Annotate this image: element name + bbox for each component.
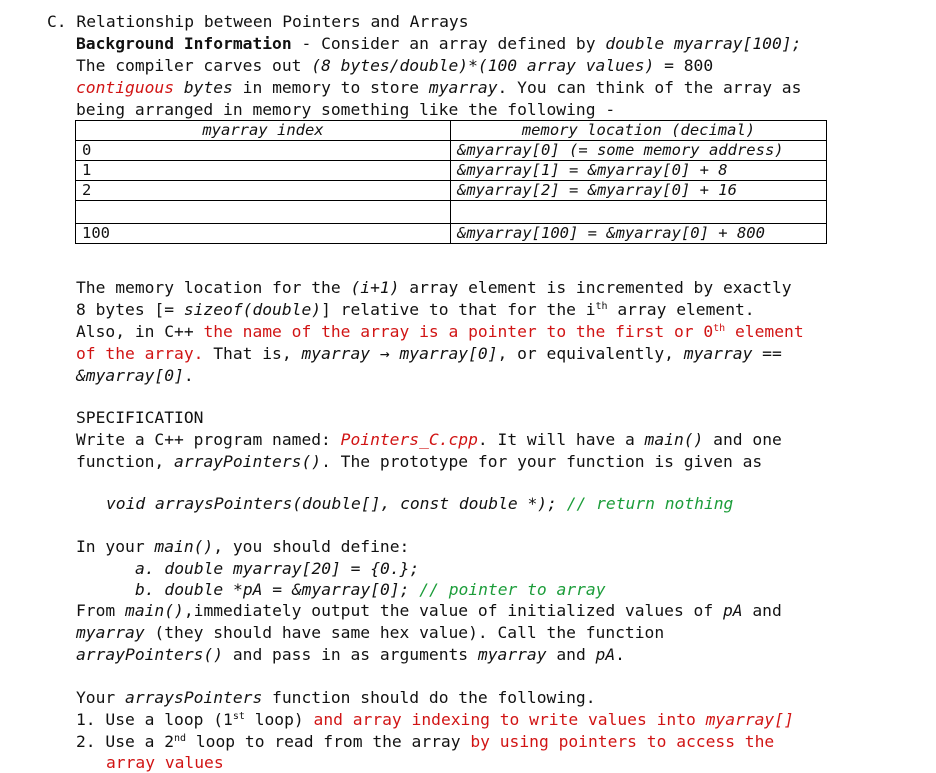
table-row: [76, 181, 827, 201]
main-line-3: [76, 623, 664, 643]
table-row: [76, 224, 827, 244]
highlight-text: element: [725, 322, 804, 341]
background-line-2: [76, 56, 713, 76]
text: . The prototype for your function is given as: [321, 452, 763, 471]
highlight-code: myarray[]: [705, 710, 794, 729]
superscript: th: [713, 323, 726, 334]
spec-title: SPECIFICATION: [76, 408, 204, 427]
table-row: [76, 141, 827, 161]
table-gap-cell: [76, 201, 451, 224]
text: loop to read from the array: [186, 732, 471, 751]
text: in memory to store: [232, 78, 429, 97]
superscript: th: [595, 301, 608, 312]
text: and one: [703, 430, 782, 449]
para-line-3: [76, 322, 804, 342]
text: function,: [76, 452, 175, 471]
text: The memory location for the: [76, 278, 351, 297]
background-line-1: [76, 34, 801, 54]
code-text: pA: [595, 645, 616, 664]
spec-line-2: [76, 452, 762, 472]
superscript: st: [232, 711, 245, 722]
text: and pass in as arguments: [223, 645, 478, 664]
code-text: myarray → myarray[0]: [301, 344, 498, 363]
code-text: void arraysPointers(double[], const double *);: [106, 494, 557, 513]
para-line-1: [76, 278, 792, 298]
list-item-1: [76, 710, 794, 730]
main-def-a: a. double myarray[20] = {0.};: [135, 559, 420, 578]
code-text: myarray: [428, 78, 498, 97]
table-header-row: [76, 121, 827, 141]
memory-table: [75, 120, 827, 244]
text: ,immediately output the value of initialized values of: [183, 601, 723, 620]
text: function should do the following.: [262, 688, 596, 707]
code-comment: // return nothing: [566, 494, 734, 513]
table-cell: 1: [76, 161, 451, 181]
background-line-4: being arranged in memory something like the following -: [76, 100, 616, 119]
code-text: (i+1): [350, 278, 400, 297]
highlight-text: contiguous: [76, 78, 175, 97]
highlight-text: of the array.: [76, 344, 204, 363]
code-text: main(): [125, 601, 184, 620]
list-item-2: [76, 732, 774, 752]
text: . You can think of the array as: [497, 78, 802, 97]
text: array element is incremented by exactly: [399, 278, 792, 297]
table-cell: &myarray[1] = &myarray[0] + 8: [451, 161, 827, 181]
code-comment: // pointer to array: [419, 580, 606, 599]
text: Your: [76, 688, 126, 707]
code-text: myarray: [76, 623, 145, 642]
main-line-1: [76, 537, 409, 557]
text: , you should define:: [213, 537, 410, 556]
code-text: sizeof(double): [183, 300, 322, 319]
text: From: [76, 601, 126, 620]
text: and: [546, 645, 596, 664]
text: .: [615, 645, 625, 664]
text: The compiler carves out: [76, 56, 312, 75]
main-line-2: [76, 601, 782, 621]
text: Also, in C++: [76, 322, 204, 341]
code-text: double myarray[100];: [605, 34, 802, 53]
highlight-text: the name of the array is a pointer to the first or 0: [203, 322, 714, 341]
code-text: myarray: [477, 645, 547, 664]
code-text: arrayPointers(): [174, 452, 322, 471]
text: ] relative to that for the i: [321, 300, 596, 319]
text: 1. Use a loop (1: [76, 710, 233, 729]
table-header: myarray index: [76, 121, 451, 141]
code-text: myarray ==: [683, 344, 782, 363]
list-item-2-cont: array values: [106, 753, 224, 772]
table-cell: &myarray[0] (= some memory address): [451, 141, 827, 161]
text: 2. Use a 2: [76, 732, 175, 751]
table-cell: 100: [76, 224, 451, 244]
main-def-b: [135, 580, 606, 600]
code-text: main(): [154, 537, 214, 556]
section-title: C. Relationship between Pointers and Arrays: [47, 12, 469, 31]
text: , or equivalently,: [497, 344, 684, 363]
table-cell: &myarray[2] = &myarray[0] + 16: [451, 181, 827, 201]
code-text: b. double *pA = &myarray[0];: [135, 580, 410, 599]
table-cell: 0: [76, 141, 451, 161]
text: . It will have a: [477, 430, 645, 449]
text: loop): [244, 710, 314, 729]
table-gap-cell: [451, 201, 827, 224]
text: bytes: [174, 78, 233, 97]
table-cell: &myarray[100] = &myarray[0] + 800: [451, 224, 827, 244]
table-header: memory location (decimal): [451, 121, 827, 141]
superscript: nd: [174, 733, 187, 744]
code-text: main(): [644, 430, 704, 449]
table-row: [76, 161, 827, 181]
table-gap-row: [76, 201, 827, 224]
code-text: &myarray[0]: [76, 366, 184, 385]
highlight-text: and array indexing to write values into: [313, 710, 706, 729]
text: - Consider an array defined by: [291, 34, 606, 53]
code-text: arraysPointers: [125, 688, 263, 707]
text: 8 bytes [=: [76, 300, 184, 319]
para-line-2: [76, 300, 755, 320]
background-line-3: [76, 78, 801, 98]
background-label: Background Information: [76, 34, 292, 53]
text: = 800: [654, 56, 714, 75]
text: In your: [76, 537, 155, 556]
text: .: [183, 366, 194, 385]
para-line-4: [76, 344, 782, 364]
code-text: pA: [722, 601, 743, 620]
text: Write a C++ program named:: [76, 430, 341, 449]
main-line-4: [76, 645, 625, 665]
text: That is,: [203, 344, 302, 363]
text: array element.: [607, 300, 755, 319]
highlight-text: by using pointers to access the: [470, 732, 775, 751]
code-text: arrayPointers(): [76, 645, 224, 664]
text: (they should have same hex value). Call the function: [144, 623, 665, 642]
table-cell: 2: [76, 181, 451, 201]
text: and: [742, 601, 782, 620]
code-text: (8 bytes/double)*(100 array values): [311, 56, 655, 75]
func-line-1: [76, 688, 596, 708]
spec-line-1: [76, 430, 782, 450]
filename: Pointers_C.cpp: [340, 430, 478, 449]
para-line-5: [76, 366, 194, 386]
function-prototype: [106, 494, 733, 514]
